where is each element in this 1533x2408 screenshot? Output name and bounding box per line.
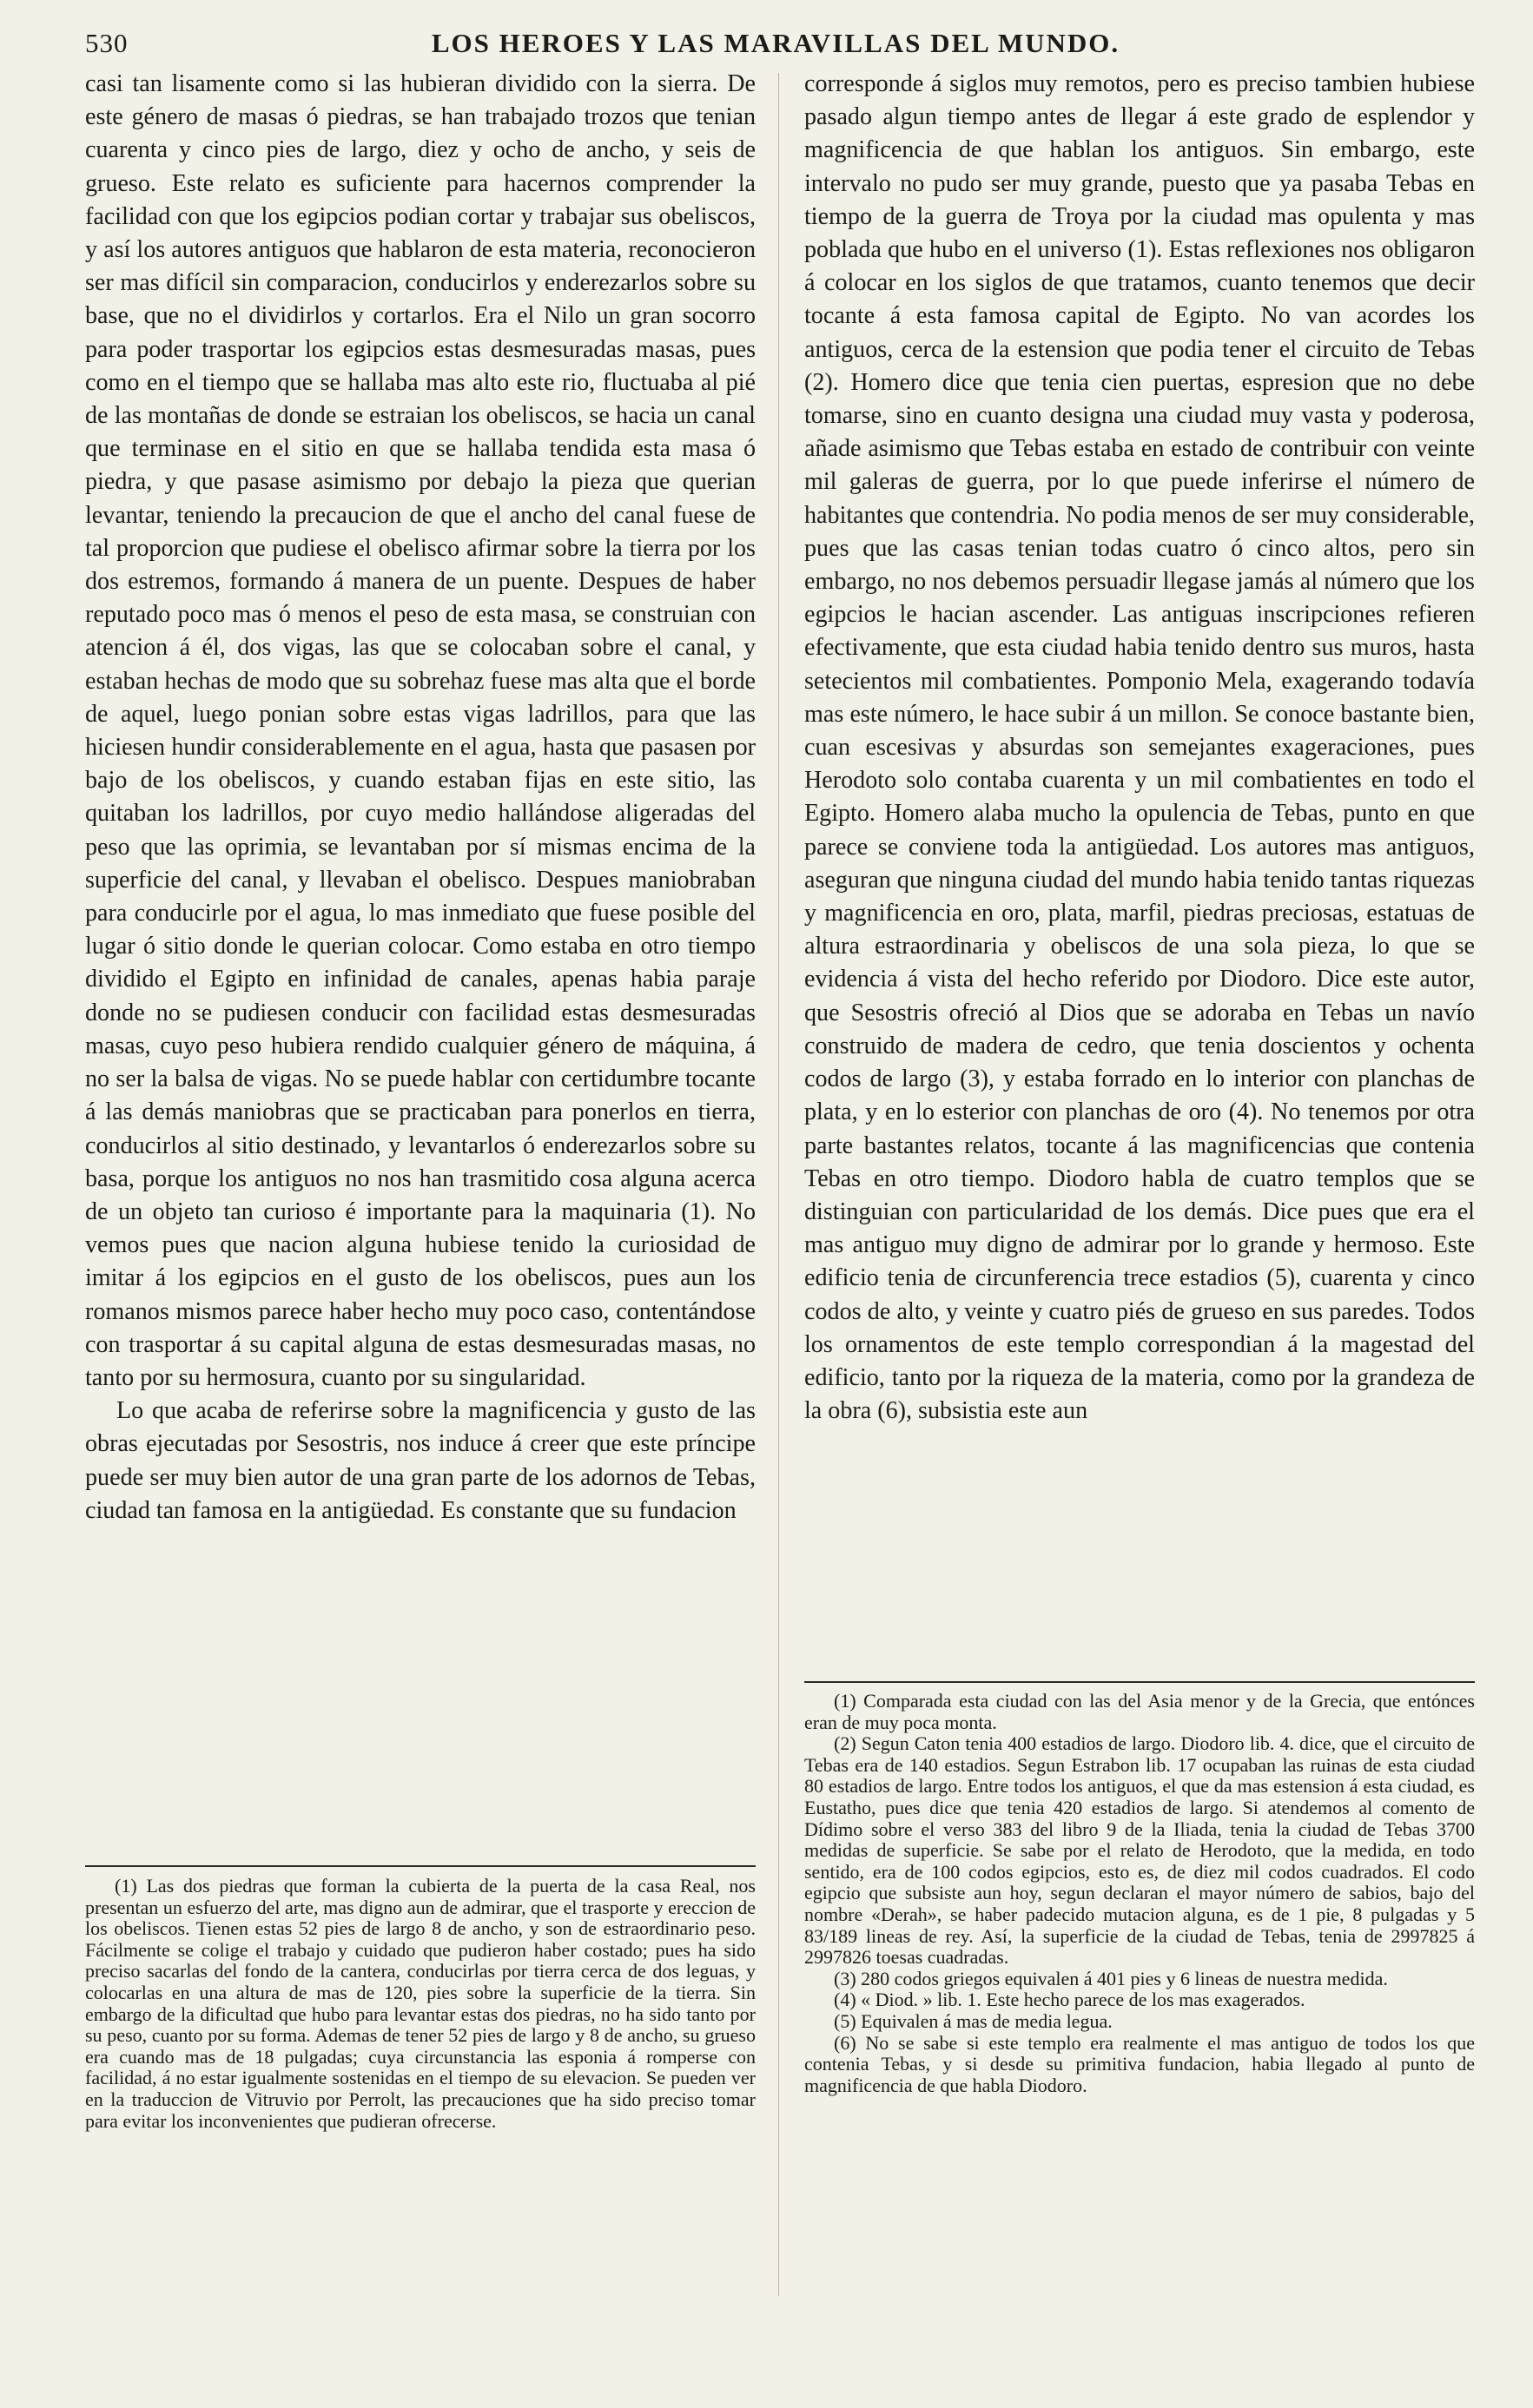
left-paragraph-2: Lo que acaba de referirse sobre la magnificencia y gusto de las obras ejecutadas por Sesostris, nos induce á creer que este príncipe puede ser muy bien autor de una gran parte de los adornos de Tebas, ciudad tan famosa en la antigüedad. Es constante que su fundacion [85, 1397, 756, 1524]
left-footnotes [85, 1876, 756, 2132]
footnote-right-3: (3) 280 codos griegos equivalen á 401 pies y 6 lineas de nuestra medida. [834, 1967, 1388, 1989]
left-column [85, 68, 756, 1527]
footnote-left-1: (1) Las dos piedras que forman la cubierta de la puerta de la casa Real, nos presentan un esfuerzo del arte, mas digno aun de admirar, que el trasporte y ereccion de los obeliscos. Tienen estas 52 pies de largo 8 de ancho, y son de estraordinario peso. Fácilmente se colige el trabajo y cuidado que pudieron haber costado; pues ha sido preciso sacarlas del fondo de la cantera, conducirlas por tierra cerca de dos leguas, y colocarlas en una altura de mas de 120, pies sobre la superficie de la tierra. Sin embargo de la dificultad que hubo para levantar estas dos piedras, no ha sido tanto por su peso, cuanto por su forma. Ademas de tener 52 pies de largo y 8 de ancho, su grueso era cuando mas de 18 pulgadas; cuya circunstancia las esponia á romperse con facilidad, á no estar igualmente sostenidas en el tiempo de su elevacion. Se pueden ver en la traduccion de Vitruvio por Perrolt, las precauciones que ha sido preciso tomar para evitar los inconvenientes que pudieran ofrecerse. [85, 1875, 756, 2132]
footnote-right-1: (1) Comparada esta ciudad con las del Asia menor y de la Grecia, que entónces eran de muy poca monta. [804, 1690, 1475, 1733]
footnote-right-2: (2) Segun Caton tenia 400 estadios de largo. Diodoro lib. 4. dice, que el circuito de Tebas era de 140 estadios. Segun Estrabon lib. 17 ocupaban las ruinas de esta ciudad 80 estadios de largo. Entre todos los antiguos, el que da mas estension á esta ciudad, es Eustatho, pues dice que tenia 420 estadios de largo. Si atendemos al comento de Dídimo sobre el verso 383 del libro 9 de la Iliada, tenia la ciudad de Tebas 3700 medidas de superficie. Se sabe por el relato de Herodoto, que la medida, en todo sentido, era de 100 codos egipcios, esto es, de diez mil codos cuadrados. El codo egipcio que subsiste aun hoy, segun declaran el mayor número de sabios, bajo del nombre «Derah», se haber padecido mutacion alguna, es de 1 pie, 8 pulgadas y 5 83/189 lineas de rey. Así, la superficie de la ciudad de Tebas, tenia de 2997825 á 2997826 toesas cuadradas. [804, 1732, 1475, 1969]
page-header [85, 21, 1466, 66]
left-paragraph-1: casi tan lisamente como si las hubieran dividido con la sierra. De este género de masas ó piedras, se han trabajado trozos que tenian cuarenta y cinco pies de largo, diez y ocho de ancho, y seis de grueso. Este relato es suficiente para hacernos comprender la facilidad con que los egipcios podian cortar y trabajar sus obeliscos, y así los autores antiguos que hablaron de esta materia, reconocieron ser mas difícil sin comparacion, conducirlos y enderezarlos sobre su base, que no el dividirlos y cortarlos. Era el Nilo un gran socorro para poder trasportar los egipcios estas desmesuradas masas, pues como en el tiempo que se hallaba mas alto este rio, fluctuaba al pié de las montañas de donde se estraian los obeliscos, se hacia un canal que terminase en el sitio en que se hallaba tendida esta masa ó piedra, y que pasase asimismo por debajo la pieza que querian levantar, teniendo la precaucion de que el ancho del canal fuese de tal proporcion que pudiese el obelisco afirmar sobre la tierra por los dos estremos, formando á manera de un puente. Despues de haber reputado poco mas ó menos el peso de esta masa, se construian con atencion á él, dos vigas, las que se colocaban sobre el canal, y estaban hechas de modo que su sobrehaz fuese mas alta que el borde de aquel, luego ponian sobre estas vigas ladrillos, para que las hiciesen hundir considerablemente en el agua, hasta que pasasen por bajo de los obeliscos, y cuando estaban fijas en este sitio, las quitaban los ladrillos, por cuyo medio hallándose aligeradas del peso que las oprimia, se levantaban por sí mismas encima de la superficie del canal, y llevaban el obelisco. Despues maniobraban para conducirle por el agua, lo mas inmediato que fuese posible del lugar ó sitio donde le querian colocar. Como estaba en otro tiempo dividido el Egipto en infinidad de canales, apenas habia paraje donde no se pudiesen conducir con facilidad estas desmesuradas masas, cuyo peso hubiera rendido cualquier género de máquina, á no ser la balsa de vigas. No se puede hablar con certidumbre tocante á las demás maniobras que se practicaban para ponerlos en tierra, conducirlos al sitio destinado, y levantarlos ó enderezarlos sobre su basa, porque los antiguos no nos han trasmitido cosa alguna acerca de un objeto tan curioso é importante para la maquinaria (1). No vemos pues que nacion alguna hubiese tenido la curiosidad de imitar á los egipcios en el gusto de los obeliscos, pues aun los romanos mismos parece haber hecho muy poco caso, contentándose con trasportar á su capital alguna de estas desmesuradas masas, no tanto por su hermosura, cuanto por su singularidad. [85, 70, 756, 1391]
right-footnote-rule [804, 1681, 1475, 1683]
footnote-right-4: (4) « Diod. » lib. 1. Este hecho parece de los mas exagerados. [834, 1989, 1305, 2011]
right-paragraph-1: corresponde á siglos muy remotos, pero es preciso tambien hubiese pasado algun tiempo antes de llegar á este grado de esplendor y magnificencia de que hablan los antiguos. Sin embargo, este intervalo no pudo ser muy grande, puesto que ya pasaba Tebas en tiempo de la guerra de Troya por la ciudad mas opulenta y mas poblada que hubo en el universo (1). Estas reflexiones nos obligaron á colocar en los siglos de que tratamos, cuanto tenemos que decir tocante á esta famosa capital de Egipto. No van acordes los antiguos, cerca de la estension que podia tener el circuito de Tebas (2). Homero dice que tenia cien puertas, espresion que no debe tomarse, sino en cuanto designa una ciudad muy vasta y poderosa, añade asimismo que Tebas estaba en estado de contribuir con veinte mil galeras de guerra, por lo que puede inferirse el número de habitantes que contendria. No podia menos de ser muy considerable, pues que las casas tenian todas cuatro ó cinco altos, pero sin embargo, no nos debemos persuadir llegase jamás al número que los egipcios le hacian ascender. Las antiguas inscripciones refieren efectivamente, que esta ciudad habia tenido dentro sus muros, hasta setecientos mil combatientes. Pomponio Mela, exagerando todavía mas este número, le hace subir á un millon. Se conoce bastante bien, cuan escesivas y absurdas son semejantes exageraciones, pues Herodoto solo contaba cuarenta y un mil combatientes en todo el Egipto. Homero alaba mucho la opulencia de Tebas, punto en que parece se conviene toda la antigüedad. Los autores mas antiguos, aseguran que ninguna ciudad del mundo habia tenido tantas riquezas y magnificencia en oro, plata, marfil, piedras preciosas, estatuas de altura estraordinaria y obeliscos de una sola pieza, lo que se evidencia á vista del hecho referido por Diodoro. Dice este autor, que Sesostris ofreció al Dios que se adoraba en Tebas un navío construido de madera de cedro, que tenia doscientos y ochenta codos de largo (3), y estaba forrado en lo interior con planchas de plata, y en lo esterior con planchas de oro (4). No tenemos por otra parte bastantes relatos, tocante á las magnificencias que contenia Tebas en otro tiempo. Diodoro habla de cuatro templos que se distinguian con particularidad de los demás. Dice pues que era el mas antiguo muy digno de admirar por lo grande y hermoso. Este edificio tenia de circunferencia trece estadios (5), cuarenta y cinco codos de alto, y veinte y cuatro piés de grueso en sus paredes. Todos los ornamentos de este templo correspondian á la magestad del edificio, tanto por la riqueza de la materia, como por la grandeza de la obra (6), subsistia este aun [804, 70, 1475, 1425]
left-footnote-rule [85, 1865, 756, 1867]
footnote-right-5: (5) Equivalen á mas de media legua. [834, 2009, 1113, 2032]
running-title: LOS HEROES Y LAS MARAVILLAS DEL MUNDO. [431, 28, 1120, 58]
column-gutter [778, 73, 779, 2296]
right-column [804, 68, 1475, 1428]
right-footnotes [804, 1691, 1475, 2096]
page-number: 530 [85, 28, 129, 58]
footnote-right-6: (6) No se sabe si este templo era realmente el mas antiguo de todos los que contenia Tebas, y si desde su primitiva fundacion, habia llegado al punto de magnificencia de que habla Diodoro. [804, 2031, 1475, 2096]
